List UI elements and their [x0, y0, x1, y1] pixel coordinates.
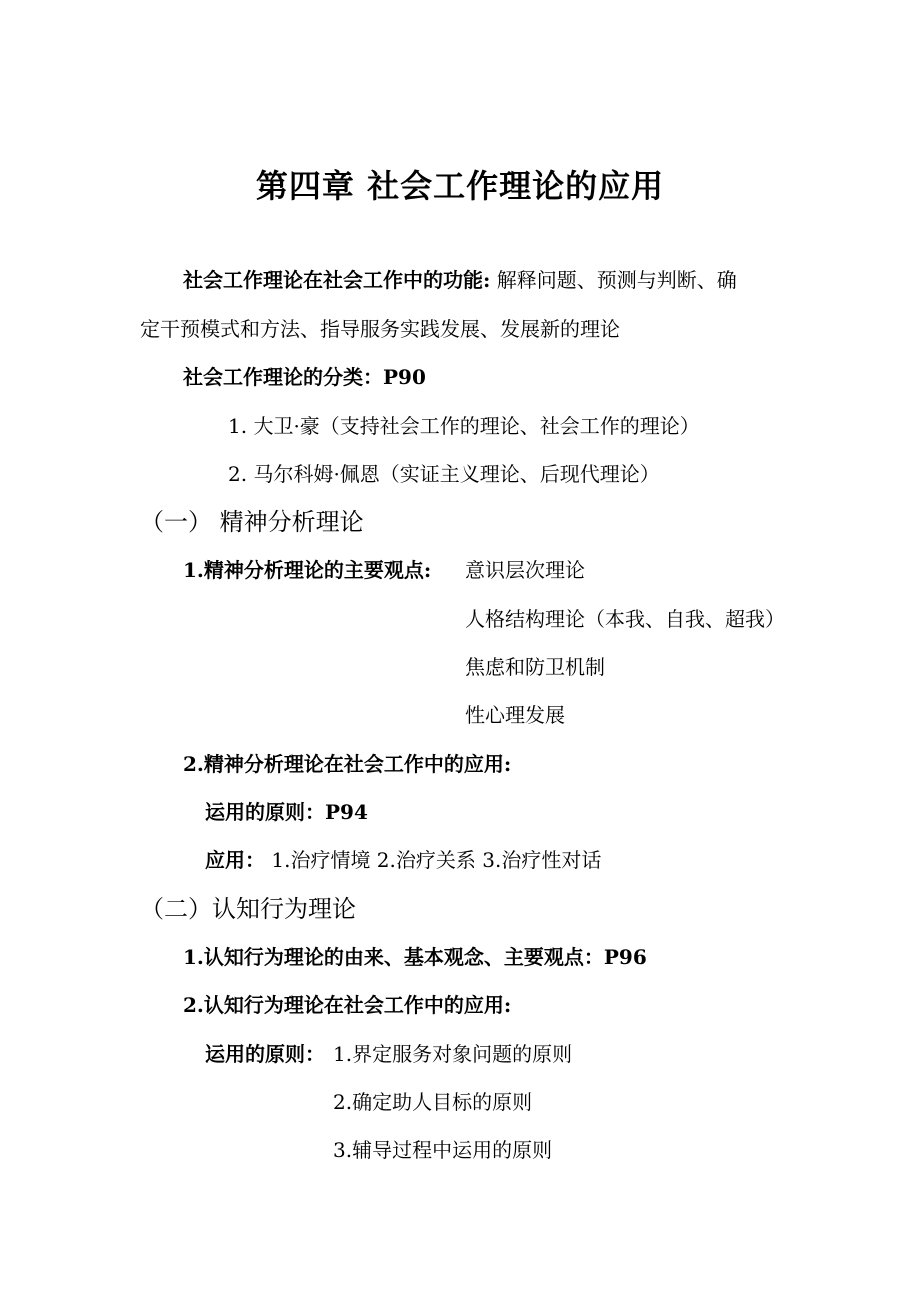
section-2-principle-1: 1.界定服务对象问题的原则: [333, 1042, 573, 1066]
section-2-principles-label: 运用的原则：: [205, 1042, 325, 1066]
section-1-heading: （一） 精神分析理论: [140, 508, 364, 536]
classification-item-1: 1. 大卫·豪（支持社会工作的理论、社会工作的理论）: [228, 414, 700, 438]
section-1-point-1-item-4: 性心理发展: [465, 703, 565, 727]
classification-item-2: 2. 马尔科姆·佩恩（实证主义理论、后现代理论）: [228, 462, 660, 486]
section-1-point-1-item-3: 焦虑和防卫机制: [465, 655, 605, 679]
functions-text-2: 定干预模式和方法、指导服务实践发展、发展新的理论: [140, 317, 620, 341]
section-2-principle-3: 3.辅导过程中运用的原则: [333, 1138, 553, 1162]
classification-label: 社会工作理论的分类：P90: [183, 365, 426, 389]
functions-label: 社会工作理论在社会工作中的功能:: [183, 268, 491, 292]
functions-text-1: 解释问题、预测与判断、确: [496, 268, 737, 292]
section-1-point-1-item-2: 人格结构理论（本我、自我、超我）: [465, 607, 785, 631]
section-2-heading: （二）认知行为理论: [140, 895, 356, 923]
section-1-application-line: [205, 846, 601, 874]
section-2-point-1: 1.认知行为理论的由来、基本观念、主要观点：P96: [183, 945, 647, 969]
section-2-principle-2: 2.确定助人目标的原则: [333, 1090, 533, 1114]
section-1-application-label: 应用：: [205, 848, 265, 872]
section-2-point-2: 2.认知行为理论在社会工作中的应用:: [183, 993, 512, 1017]
section-1-point-1-label: 1.精神分析理论的主要观点:: [183, 558, 432, 582]
section-1-application-text: 1.治疗情境 2.治疗关系 3.治疗性对话: [271, 848, 602, 872]
section-1-point-2-label: 2.精神分析理论在社会工作中的应用:: [183, 752, 512, 776]
chapter-title: 第四章 社会工作理论的应用: [255, 167, 665, 205]
functions-line-1: [183, 266, 737, 294]
section-1-point-1-item-1: 意识层次理论: [465, 558, 585, 582]
section-1-principle-label: 运用的原则：P94: [205, 800, 368, 824]
